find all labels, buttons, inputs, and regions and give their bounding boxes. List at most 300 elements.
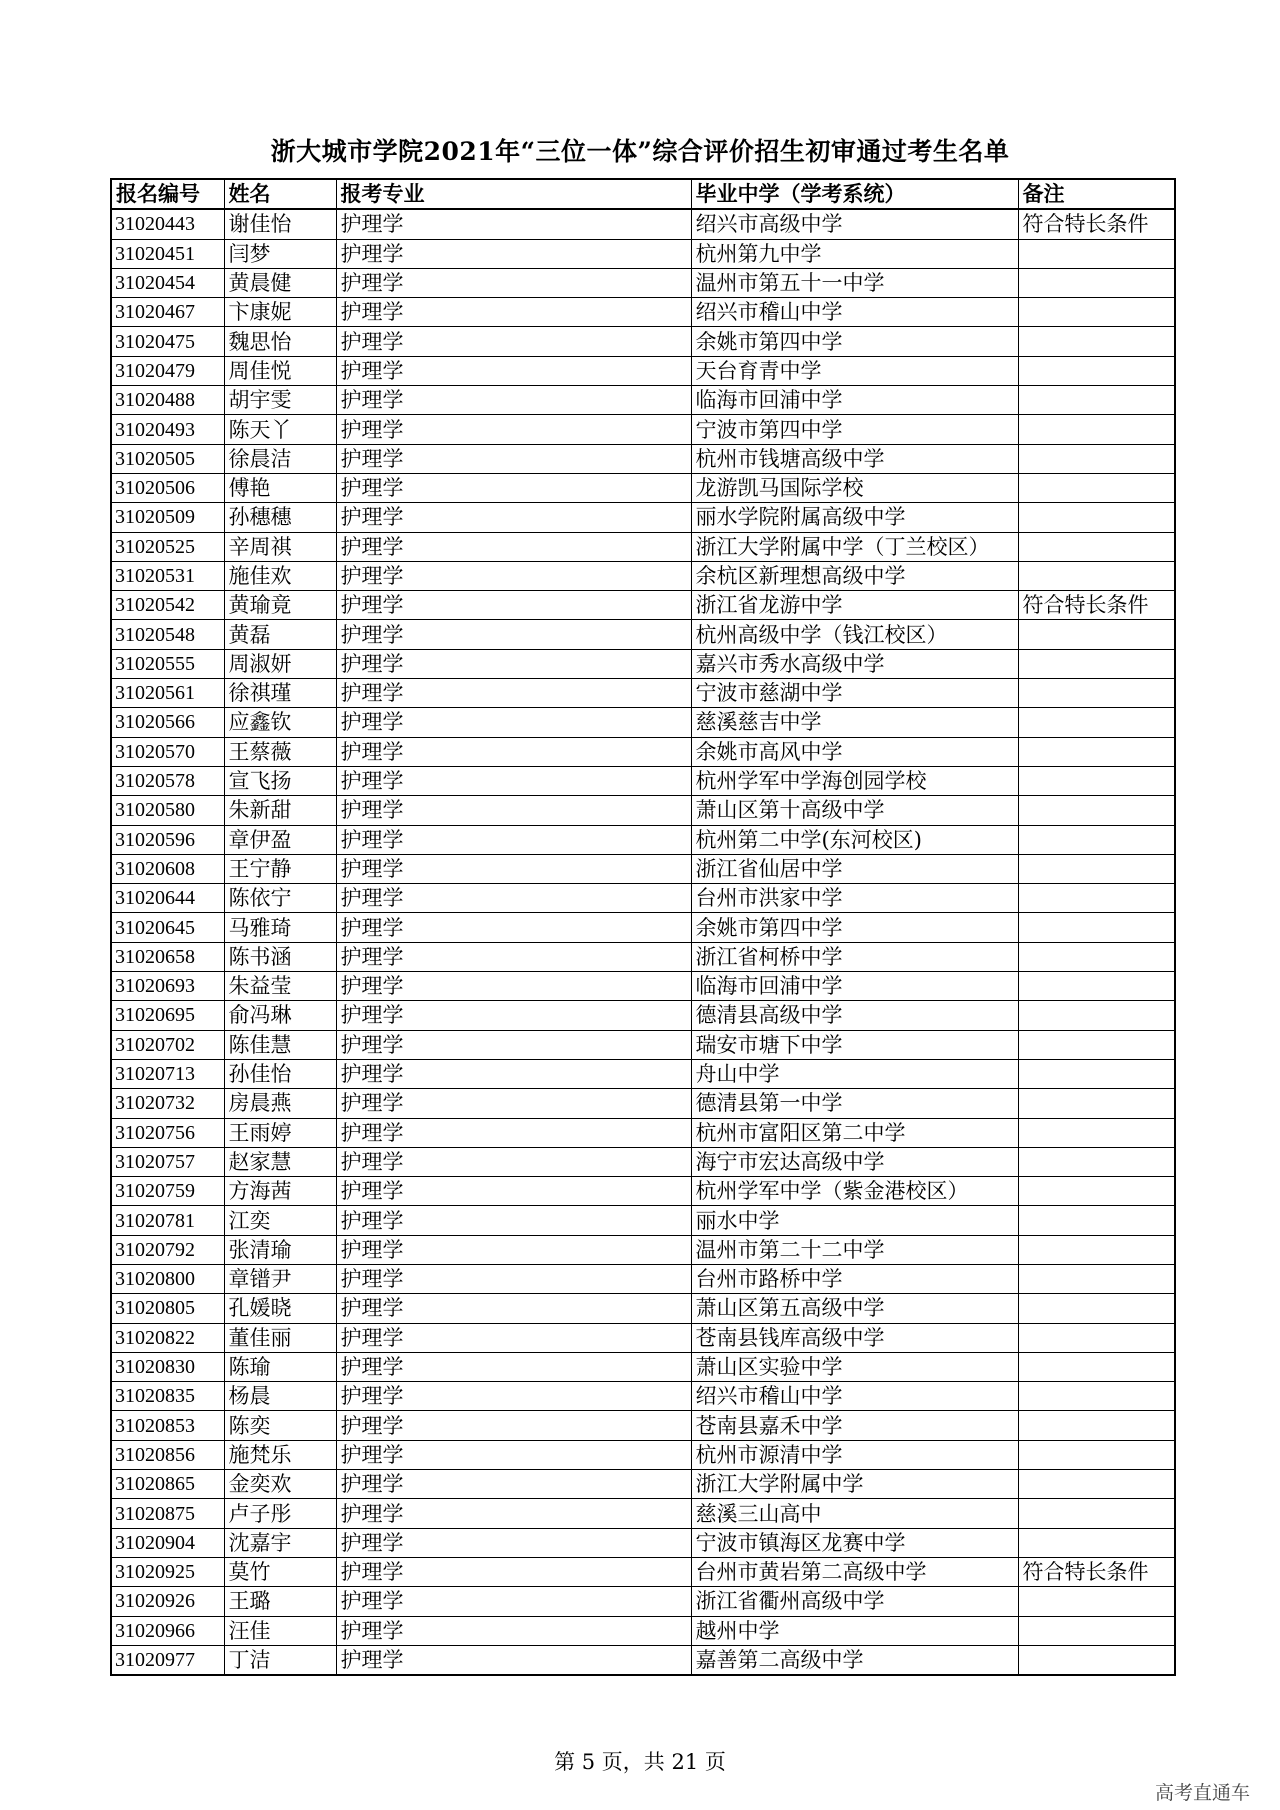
cell-name: 陈书涵 — [224, 942, 336, 971]
table-row — [111, 1059, 1175, 1088]
cell-id: 31020561 — [111, 679, 224, 708]
cell-id: 31020658 — [111, 942, 224, 971]
cell-school: 嘉善第二高级中学 — [691, 1645, 1018, 1675]
cell-remark: 符合特长条件 — [1018, 209, 1175, 239]
cell-school: 萧山区第十高级中学 — [691, 796, 1018, 825]
cell-name: 金奕欢 — [224, 1470, 336, 1499]
cell-school: 德清县第一中学 — [691, 1089, 1018, 1118]
table-row — [111, 766, 1175, 795]
cell-school: 临海市回浦中学 — [691, 386, 1018, 415]
table-row — [111, 1616, 1175, 1645]
cell-name: 陈依宁 — [224, 884, 336, 913]
cell-major: 护理学 — [336, 1001, 691, 1030]
cell-id: 31020865 — [111, 1470, 224, 1499]
cell-name: 施梵乐 — [224, 1440, 336, 1469]
table-row — [111, 239, 1175, 268]
table-row — [111, 444, 1175, 473]
cell-id: 31020451 — [111, 239, 224, 268]
table-body — [111, 209, 1175, 1675]
cell-school: 余姚市第四中学 — [691, 327, 1018, 356]
cell-major: 护理学 — [336, 1206, 691, 1235]
cell-name: 房晨燕 — [224, 1089, 336, 1118]
cell-remark — [1018, 913, 1175, 942]
cell-id: 31020693 — [111, 972, 224, 1001]
cell-id: 31020454 — [111, 268, 224, 297]
table-row — [111, 972, 1175, 1001]
cell-id: 31020757 — [111, 1147, 224, 1176]
cell-remark: 符合特长条件 — [1018, 591, 1175, 620]
cell-remark — [1018, 415, 1175, 444]
table-header-row — [111, 179, 1175, 209]
cell-major: 护理学 — [336, 1528, 691, 1557]
cell-major: 护理学 — [336, 1177, 691, 1206]
cell-school: 宁波市镇海区龙赛中学 — [691, 1528, 1018, 1557]
cell-remark — [1018, 796, 1175, 825]
cell-major: 护理学 — [336, 591, 691, 620]
cell-id: 31020835 — [111, 1382, 224, 1411]
cell-name: 黄磊 — [224, 620, 336, 649]
table-row — [111, 1587, 1175, 1616]
table-row — [111, 1001, 1175, 1030]
cell-major: 护理学 — [336, 1440, 691, 1469]
header-remark: 备注 — [1018, 179, 1175, 209]
cell-name: 王蔡薇 — [224, 737, 336, 766]
cell-major: 护理学 — [336, 1235, 691, 1264]
watermark: 高考直通车 — [1154, 1782, 1250, 1804]
cell-remark — [1018, 972, 1175, 1001]
cell-school: 嘉兴市秀水高级中学 — [691, 649, 1018, 678]
cell-remark — [1018, 239, 1175, 268]
table-row — [111, 737, 1175, 766]
cell-major: 护理学 — [336, 1616, 691, 1645]
cell-remark — [1018, 1645, 1175, 1675]
cell-school: 绍兴市高级中学 — [691, 209, 1018, 239]
cell-school: 浙江省柯桥中学 — [691, 942, 1018, 971]
cell-name: 董佳丽 — [224, 1323, 336, 1352]
cell-name: 谢佳怡 — [224, 209, 336, 239]
cell-name: 朱益莹 — [224, 972, 336, 1001]
cell-major: 护理学 — [336, 884, 691, 913]
cell-name: 陈奕 — [224, 1411, 336, 1440]
cell-remark — [1018, 1587, 1175, 1616]
cell-name: 朱新甜 — [224, 796, 336, 825]
cell-id: 31020977 — [111, 1645, 224, 1675]
cell-id: 31020505 — [111, 444, 224, 473]
cell-name: 章伊盈 — [224, 825, 336, 854]
cell-id: 31020578 — [111, 766, 224, 795]
cell-remark — [1018, 1001, 1175, 1030]
cell-school: 浙江大学附属中学 — [691, 1470, 1018, 1499]
cell-name: 周佳悦 — [224, 356, 336, 385]
cell-school: 台州市黄岩第二高级中学 — [691, 1557, 1018, 1586]
table-row — [111, 1470, 1175, 1499]
cell-id: 31020488 — [111, 386, 224, 415]
cell-school: 杭州市源清中学 — [691, 1440, 1018, 1469]
table-row — [111, 796, 1175, 825]
cell-school: 杭州学军中学（紫金港校区） — [691, 1177, 1018, 1206]
cell-id: 31020926 — [111, 1587, 224, 1616]
cell-major: 护理学 — [336, 825, 691, 854]
table-row — [111, 561, 1175, 590]
cell-id: 31020443 — [111, 209, 224, 239]
cell-id: 31020759 — [111, 1177, 224, 1206]
cell-school: 宁波市第四中学 — [691, 415, 1018, 444]
cell-major: 护理学 — [336, 473, 691, 502]
header-school: 毕业中学（学考系统） — [691, 179, 1018, 209]
header-id: 报名编号 — [111, 179, 224, 209]
cell-major: 护理学 — [336, 1499, 691, 1528]
cell-id: 31020608 — [111, 854, 224, 883]
cell-name: 胡宇雯 — [224, 386, 336, 415]
cell-id: 31020805 — [111, 1294, 224, 1323]
cell-name: 卞康妮 — [224, 298, 336, 327]
table-row — [111, 1528, 1175, 1557]
cell-name: 王璐 — [224, 1587, 336, 1616]
cell-major: 护理学 — [336, 298, 691, 327]
cell-remark — [1018, 327, 1175, 356]
cell-name: 徐晨洁 — [224, 444, 336, 473]
cell-name: 莫竹 — [224, 1557, 336, 1586]
cell-remark — [1018, 1440, 1175, 1469]
cell-name: 闫梦 — [224, 239, 336, 268]
cell-major: 护理学 — [336, 444, 691, 473]
document-title: 浙大城市学院2021年“三位一体”综合评价招生初审通过考生名单 — [270, 137, 1010, 166]
cell-major: 护理学 — [336, 1411, 691, 1440]
cell-major: 护理学 — [336, 620, 691, 649]
cell-name: 沈嘉宇 — [224, 1528, 336, 1557]
cell-major: 护理学 — [336, 386, 691, 415]
cell-school: 余杭区新理想高级中学 — [691, 561, 1018, 590]
cell-id: 31020904 — [111, 1528, 224, 1557]
candidate-table — [110, 178, 1176, 1676]
cell-id: 31020580 — [111, 796, 224, 825]
cell-id: 31020525 — [111, 532, 224, 561]
cell-major: 护理学 — [336, 1323, 691, 1352]
cell-id: 31020475 — [111, 327, 224, 356]
table-row — [111, 327, 1175, 356]
cell-remark — [1018, 1382, 1175, 1411]
cell-name: 陈瑜 — [224, 1352, 336, 1381]
cell-remark — [1018, 1235, 1175, 1264]
table-row — [111, 386, 1175, 415]
cell-remark — [1018, 1147, 1175, 1176]
cell-school: 舟山中学 — [691, 1059, 1018, 1088]
cell-school: 温州市第二十二中学 — [691, 1235, 1018, 1264]
cell-major: 护理学 — [336, 649, 691, 678]
cell-school: 丽水中学 — [691, 1206, 1018, 1235]
table-row — [111, 415, 1175, 444]
cell-major: 护理学 — [336, 972, 691, 1001]
cell-name: 陈天丫 — [224, 415, 336, 444]
cell-id: 31020555 — [111, 649, 224, 678]
cell-remark — [1018, 1118, 1175, 1147]
cell-major: 护理学 — [336, 1587, 691, 1616]
cell-school: 浙江省龙游中学 — [691, 591, 1018, 620]
cell-remark — [1018, 1089, 1175, 1118]
cell-school: 慈溪慈吉中学 — [691, 708, 1018, 737]
cell-major: 护理学 — [336, 737, 691, 766]
cell-id: 31020596 — [111, 825, 224, 854]
cell-remark — [1018, 473, 1175, 502]
cell-major: 护理学 — [336, 708, 691, 737]
cell-name: 陈佳慧 — [224, 1030, 336, 1059]
cell-remark — [1018, 854, 1175, 883]
cell-name: 黄瑜竟 — [224, 591, 336, 620]
cell-id: 31020822 — [111, 1323, 224, 1352]
cell-id: 31020548 — [111, 620, 224, 649]
cell-id: 31020756 — [111, 1118, 224, 1147]
table-row — [111, 1118, 1175, 1147]
cell-id: 31020542 — [111, 591, 224, 620]
cell-major: 护理学 — [336, 268, 691, 297]
table-row — [111, 1382, 1175, 1411]
cell-remark — [1018, 620, 1175, 649]
header-name: 姓名 — [224, 179, 336, 209]
cell-remark — [1018, 766, 1175, 795]
cell-name: 傅艳 — [224, 473, 336, 502]
cell-id: 31020781 — [111, 1206, 224, 1235]
cell-school: 绍兴市稽山中学 — [691, 298, 1018, 327]
cell-school: 天台育青中学 — [691, 356, 1018, 385]
cell-school: 宁波市慈湖中学 — [691, 679, 1018, 708]
table-row — [111, 1645, 1175, 1675]
cell-id: 31020509 — [111, 503, 224, 532]
cell-remark — [1018, 1499, 1175, 1528]
cell-name: 王宁静 — [224, 854, 336, 883]
cell-name: 宣飞扬 — [224, 766, 336, 795]
cell-id: 31020966 — [111, 1616, 224, 1645]
cell-remark — [1018, 1030, 1175, 1059]
cell-remark — [1018, 679, 1175, 708]
cell-major: 护理学 — [336, 1147, 691, 1176]
cell-name: 辛周祺 — [224, 532, 336, 561]
cell-major: 护理学 — [336, 1030, 691, 1059]
table-row — [111, 854, 1175, 883]
table-row — [111, 1206, 1175, 1235]
cell-major: 护理学 — [336, 415, 691, 444]
cell-school: 台州市洪家中学 — [691, 884, 1018, 913]
cell-major: 护理学 — [336, 327, 691, 356]
cell-id: 31020566 — [111, 708, 224, 737]
cell-name: 马雅琦 — [224, 913, 336, 942]
cell-major: 护理学 — [336, 796, 691, 825]
page-number: 第 5 页，共 21 页 — [554, 1750, 726, 1774]
cell-id: 31020479 — [111, 356, 224, 385]
cell-id: 31020531 — [111, 561, 224, 590]
table-row — [111, 649, 1175, 678]
cell-major: 护理学 — [336, 503, 691, 532]
cell-school: 萧山区第五高级中学 — [691, 1294, 1018, 1323]
table-row — [111, 1030, 1175, 1059]
cell-id: 31020800 — [111, 1264, 224, 1293]
cell-school: 萧山区实验中学 — [691, 1352, 1018, 1381]
cell-remark — [1018, 356, 1175, 385]
cell-remark — [1018, 1059, 1175, 1088]
cell-major: 护理学 — [336, 561, 691, 590]
cell-major: 护理学 — [336, 942, 691, 971]
cell-school: 浙江省仙居中学 — [691, 854, 1018, 883]
cell-name: 卢子彤 — [224, 1499, 336, 1528]
cell-school: 台州市路桥中学 — [691, 1264, 1018, 1293]
cell-school: 杭州市富阳区第二中学 — [691, 1118, 1018, 1147]
cell-school: 杭州市钱塘高级中学 — [691, 444, 1018, 473]
cell-name: 应鑫钦 — [224, 708, 336, 737]
cell-school: 杭州第九中学 — [691, 239, 1018, 268]
cell-school: 杭州第二中学(东河校区) — [691, 825, 1018, 854]
cell-remark — [1018, 1177, 1175, 1206]
cell-name: 俞冯琳 — [224, 1001, 336, 1030]
cell-remark — [1018, 884, 1175, 913]
cell-name: 杨晨 — [224, 1382, 336, 1411]
cell-id: 31020493 — [111, 415, 224, 444]
cell-id: 31020695 — [111, 1001, 224, 1030]
table-row — [111, 298, 1175, 327]
cell-id: 31020792 — [111, 1235, 224, 1264]
cell-remark — [1018, 708, 1175, 737]
cell-id: 31020713 — [111, 1059, 224, 1088]
cell-id: 31020732 — [111, 1089, 224, 1118]
table-row — [111, 913, 1175, 942]
table-row — [111, 1352, 1175, 1381]
cell-remark — [1018, 942, 1175, 971]
cell-major: 护理学 — [336, 1645, 691, 1675]
cell-id: 31020570 — [111, 737, 224, 766]
cell-name: 张清瑜 — [224, 1235, 336, 1264]
table-row — [111, 884, 1175, 913]
cell-school: 临海市回浦中学 — [691, 972, 1018, 1001]
table-row — [111, 825, 1175, 854]
cell-remark — [1018, 561, 1175, 590]
table-row — [111, 503, 1175, 532]
cell-major: 护理学 — [336, 1352, 691, 1381]
table-row — [111, 942, 1175, 971]
cell-major: 护理学 — [336, 913, 691, 942]
cell-id: 31020702 — [111, 1030, 224, 1059]
cell-id: 31020644 — [111, 884, 224, 913]
cell-remark — [1018, 298, 1175, 327]
cell-school: 苍南县嘉禾中学 — [691, 1411, 1018, 1440]
cell-remark — [1018, 1528, 1175, 1557]
cell-id: 31020830 — [111, 1352, 224, 1381]
cell-major: 护理学 — [336, 209, 691, 239]
table-row — [111, 591, 1175, 620]
cell-school: 杭州学军中学海创园学校 — [691, 766, 1018, 795]
table-row — [111, 1089, 1175, 1118]
cell-name: 方海茜 — [224, 1177, 336, 1206]
table-row — [111, 679, 1175, 708]
cell-name: 赵家慧 — [224, 1147, 336, 1176]
cell-remark — [1018, 1470, 1175, 1499]
cell-remark — [1018, 1206, 1175, 1235]
cell-id: 31020875 — [111, 1499, 224, 1528]
cell-id: 31020467 — [111, 298, 224, 327]
cell-name: 徐祺瑾 — [224, 679, 336, 708]
table-row — [111, 1264, 1175, 1293]
table-row — [111, 268, 1175, 297]
table-row — [111, 1177, 1175, 1206]
table-row — [111, 532, 1175, 561]
cell-major: 护理学 — [336, 679, 691, 708]
cell-remark — [1018, 532, 1175, 561]
cell-name: 孔媛晓 — [224, 1294, 336, 1323]
cell-major: 护理学 — [336, 1557, 691, 1586]
table-row — [111, 1440, 1175, 1469]
table-row — [111, 1294, 1175, 1323]
cell-school: 浙江大学附属中学（丁兰校区） — [691, 532, 1018, 561]
cell-major: 护理学 — [336, 1294, 691, 1323]
cell-name: 章镨尹 — [224, 1264, 336, 1293]
header-major: 报考专业 — [336, 179, 691, 209]
cell-major: 护理学 — [336, 766, 691, 795]
cell-remark — [1018, 268, 1175, 297]
cell-major: 护理学 — [336, 1118, 691, 1147]
cell-name: 汪佳 — [224, 1616, 336, 1645]
cell-name: 丁洁 — [224, 1645, 336, 1675]
cell-school: 余姚市高风中学 — [691, 737, 1018, 766]
cell-school: 龙游凯马国际学校 — [691, 473, 1018, 502]
cell-id: 31020925 — [111, 1557, 224, 1586]
cell-name: 孙穗穗 — [224, 503, 336, 532]
table-row — [111, 356, 1175, 385]
cell-school: 德清县高级中学 — [691, 1001, 1018, 1030]
table-row — [111, 209, 1175, 239]
table-row — [111, 1147, 1175, 1176]
cell-major: 护理学 — [336, 1264, 691, 1293]
cell-school: 瑞安市塘下中学 — [691, 1030, 1018, 1059]
cell-id: 31020853 — [111, 1411, 224, 1440]
table-row — [111, 1557, 1175, 1586]
cell-name: 周淑妍 — [224, 649, 336, 678]
table-row — [111, 708, 1175, 737]
cell-school: 余姚市第四中学 — [691, 913, 1018, 942]
cell-remark — [1018, 1411, 1175, 1440]
cell-school: 绍兴市稽山中学 — [691, 1382, 1018, 1411]
cell-school: 苍南县钱库高级中学 — [691, 1323, 1018, 1352]
cell-remark — [1018, 737, 1175, 766]
cell-name: 江奕 — [224, 1206, 336, 1235]
table-row — [111, 1235, 1175, 1264]
cell-school: 浙江省衢州高级中学 — [691, 1587, 1018, 1616]
cell-major: 护理学 — [336, 532, 691, 561]
cell-major: 护理学 — [336, 1089, 691, 1118]
cell-major: 护理学 — [336, 1382, 691, 1411]
table-row — [111, 473, 1175, 502]
cell-remark — [1018, 649, 1175, 678]
cell-school: 杭州高级中学（钱江校区） — [691, 620, 1018, 649]
cell-remark — [1018, 1616, 1175, 1645]
cell-school: 越州中学 — [691, 1616, 1018, 1645]
cell-name: 黄晨健 — [224, 268, 336, 297]
cell-school: 丽水学院附属高级中学 — [691, 503, 1018, 532]
table-row — [111, 1323, 1175, 1352]
cell-name: 王雨婷 — [224, 1118, 336, 1147]
cell-major: 护理学 — [336, 356, 691, 385]
cell-remark — [1018, 503, 1175, 532]
cell-school: 温州市第五十一中学 — [691, 268, 1018, 297]
cell-school: 海宁市宏达高级中学 — [691, 1147, 1018, 1176]
cell-major: 护理学 — [336, 1470, 691, 1499]
cell-remark — [1018, 1294, 1175, 1323]
cell-remark: 符合特长条件 — [1018, 1557, 1175, 1586]
cell-remark — [1018, 825, 1175, 854]
cell-major: 护理学 — [336, 854, 691, 883]
cell-remark — [1018, 1352, 1175, 1381]
cell-remark — [1018, 1264, 1175, 1293]
cell-name: 施佳欢 — [224, 561, 336, 590]
table-row — [111, 620, 1175, 649]
cell-major: 护理学 — [336, 1059, 691, 1088]
cell-remark — [1018, 1323, 1175, 1352]
